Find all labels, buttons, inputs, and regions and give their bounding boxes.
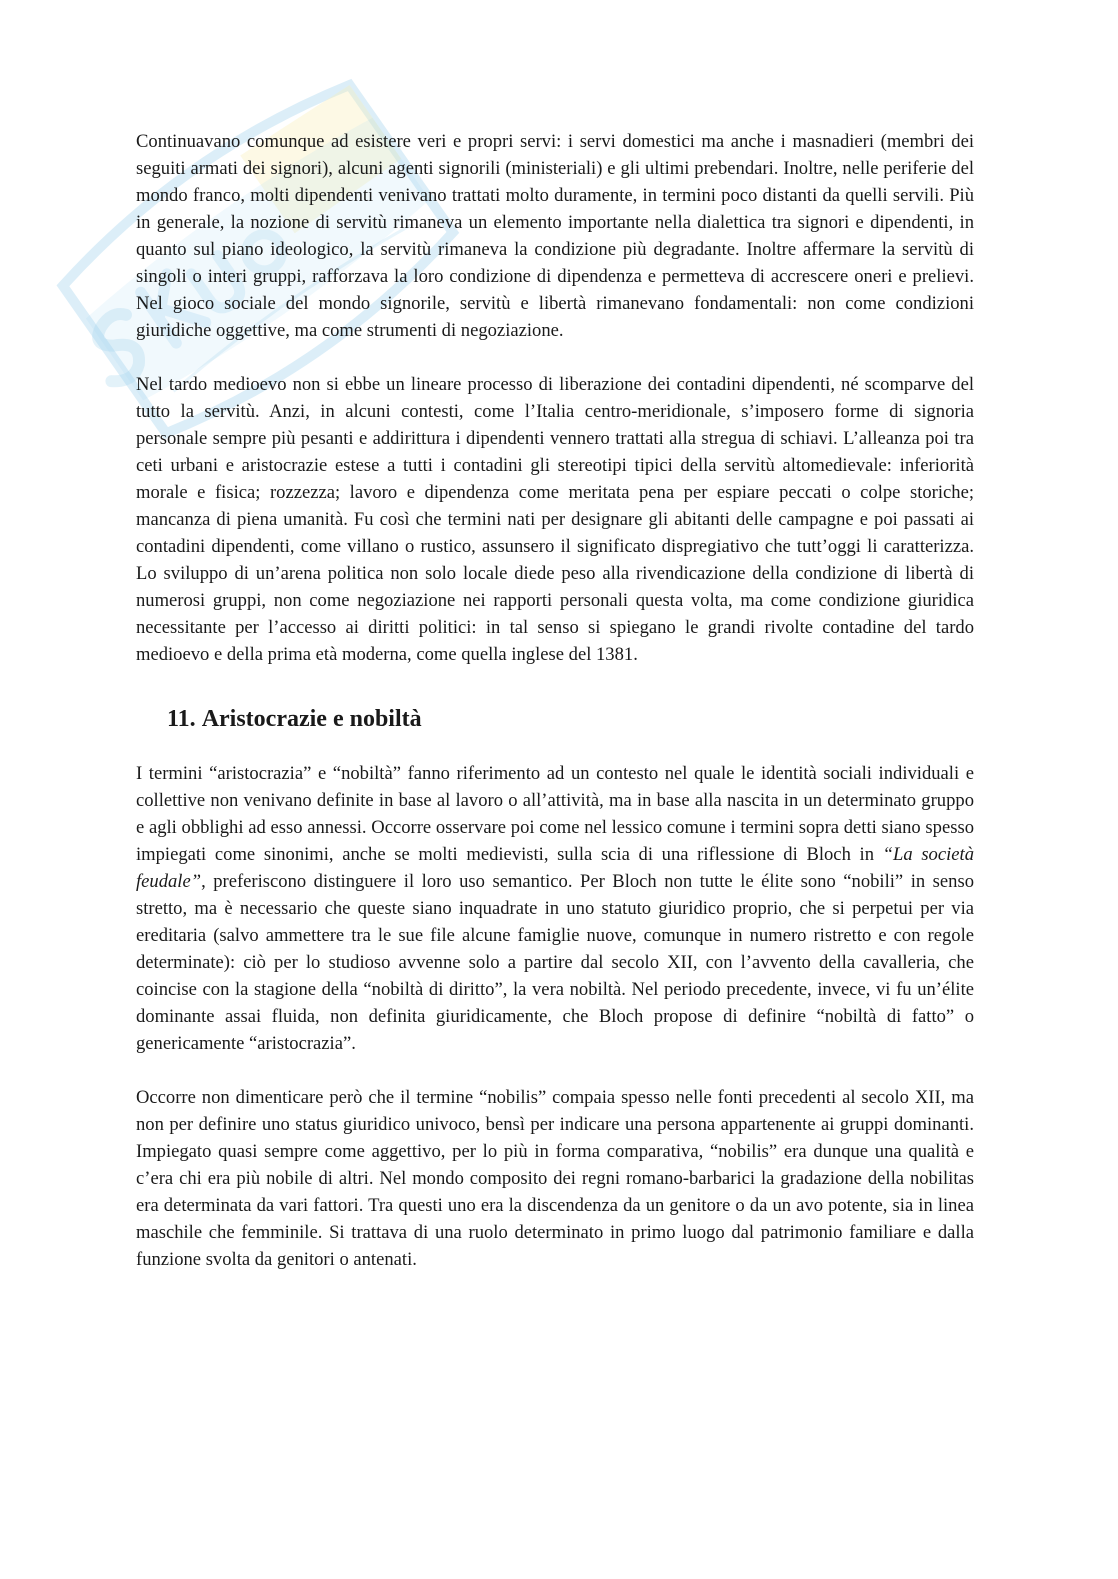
document-body [136, 128, 974, 1273]
paragraph-nobilis: Occorre non dimenticare però che il termine “nobilis” compaia spesso nelle fonti precedenti al secolo XII, ma non per definire uno status giuridico univoco, bensì per indicare una persona appartenente ai gruppi dominanti. Impiegato quasi sempre come aggettivo, per lo più in forma comparativa, “nobilis” era dunque una qualità e c’era chi era più nobile di altri. Nel mondo composito dei regni romano-barbarici la gradazione della nobilitas era determinata da vari fattori. Tra questi uno era la discendenza da un genitore o da un avo potente, sia in linea maschile che femminile. Si trattava di una ruolo determinato in primo luogo dal patrimonio familiare e dalla funzione svolta da genitori o antenati. [136, 1087, 974, 1270]
paragraph-late-middle-ages: Nel tardo medioevo non si ebbe un lineare processo di liberazione dei contadini dipendenti, né scomparve del tutto la servitù. Anzi, in alcuni contesti, come l’Italia centro-meridionale, s’imposero forme di signoria personale sempre più pesanti e addirittura i dipendenti vennero trattati alla stregua di schiavi. L’alleanza poi tra ceti urbani e aristocrazie estese a tutti i contadini gli stereotipi tipici della servitù altomedievale: inferiorità morale e fisica; rozzezza; lavoro e dipendenza come meritata pena per espiare peccati o colpe storiche; mancanza di piena umanità. Fu così che termini nati per designare gli abitanti delle campagne e poi passati ai contadini dipendenti, come villano o rustico, assunsero il significato dispregiativo che tutt’oggi li caratterizza. Lo sviluppo di un’arena politica non solo locale diede peso alla rivendicazione della condizione di libertà di numerosi gruppi, non come negoziazione nei rapporti personali questa volta, ma come condizione giuridica necessitante per l’accesso ai diritti politici: in tal senso si spiegano le grandi rivolte contadine del tardo medioevo e della prima età moderna, come quella inglese del 1381. [136, 374, 974, 665]
paragraph-servitude: Continuavano comunque ad esistere veri e propri servi: i servi domestici ma anche i masnadieri (membri dei seguiti armati dei signori), alcuni agenti signorili (ministeriali) e gli ultimi prebendari. Inoltre, nelle periferie del mondo franco, molti dipendenti venivano trattati molto duramente, in termini poco distanti da quelli servili. Più in generale, la nozione di servitù rimaneva un elemento importante nella dialettica tra signori e dipendenti, in quanto sul piano ideologico, la servitù rimaneva la condizione più degradante. Inoltre affermare la servitù di singoli o interi gruppi, rafforzava la loro condizione di dipendenza e permetteva di accrescere oneri e prelievi. Nel gioco sociale del mondo signorile, servitù e libertà rimanevano fondamentali: non come condizioni giuridiche oggettive, ma come strumenti di negoziazione. [136, 131, 974, 341]
paragraph-spacer [136, 344, 974, 371]
paragraph-aristocracy-nobility [136, 760, 974, 1057]
paragraph-spacer [136, 1057, 974, 1084]
book-title-reference: “La società feudale” [136, 844, 974, 892]
paragraph-text-start: I termini “aristocrazia” e “nobiltà” fanno riferimento ad un contesto nel quale le identità sociali individuali e collettive non venivano definite in base al lavoro o all’attività, ma in base alla nascita in un determinato gruppo e agli obblighi ad esso annessi. Occorre osservare poi come nel lessico comune i termini sopra detti siano spesso impiegati come sinonimi, anche se molti medievisti, sulla scia di una riflessione di Bloch in [136, 763, 974, 865]
section-number: 11. [167, 706, 196, 732]
section-title: Aristocrazie e nobiltà [201, 706, 422, 732]
paragraph-text-end: , preferiscono distinguere il loro uso semantico. Per Bloch non tutte le élite sono “nobili” in senso stretto, ma è necessario che queste siano inquadrate in uno statuto giuridico proprio, che si perpetui per via ereditaria (salvo ammettere tra le sue file alcune famiglie nuove, comunque in numero ristretto e con regole determinate): ciò per lo studioso avvenne solo a partire dal secolo XII, con l’avvento della cavalleria, che coincise con la stagione della “nobiltà di diritto”, la vera nobiltà. Nel periodo precedente, invece, vi fu un’élite dominante assai fluida, non definita giuridicamente, che Bloch propose di definire “nobiltà di fatto” o genericamente “aristocrazia”. [136, 871, 974, 1054]
section-heading [167, 704, 974, 734]
